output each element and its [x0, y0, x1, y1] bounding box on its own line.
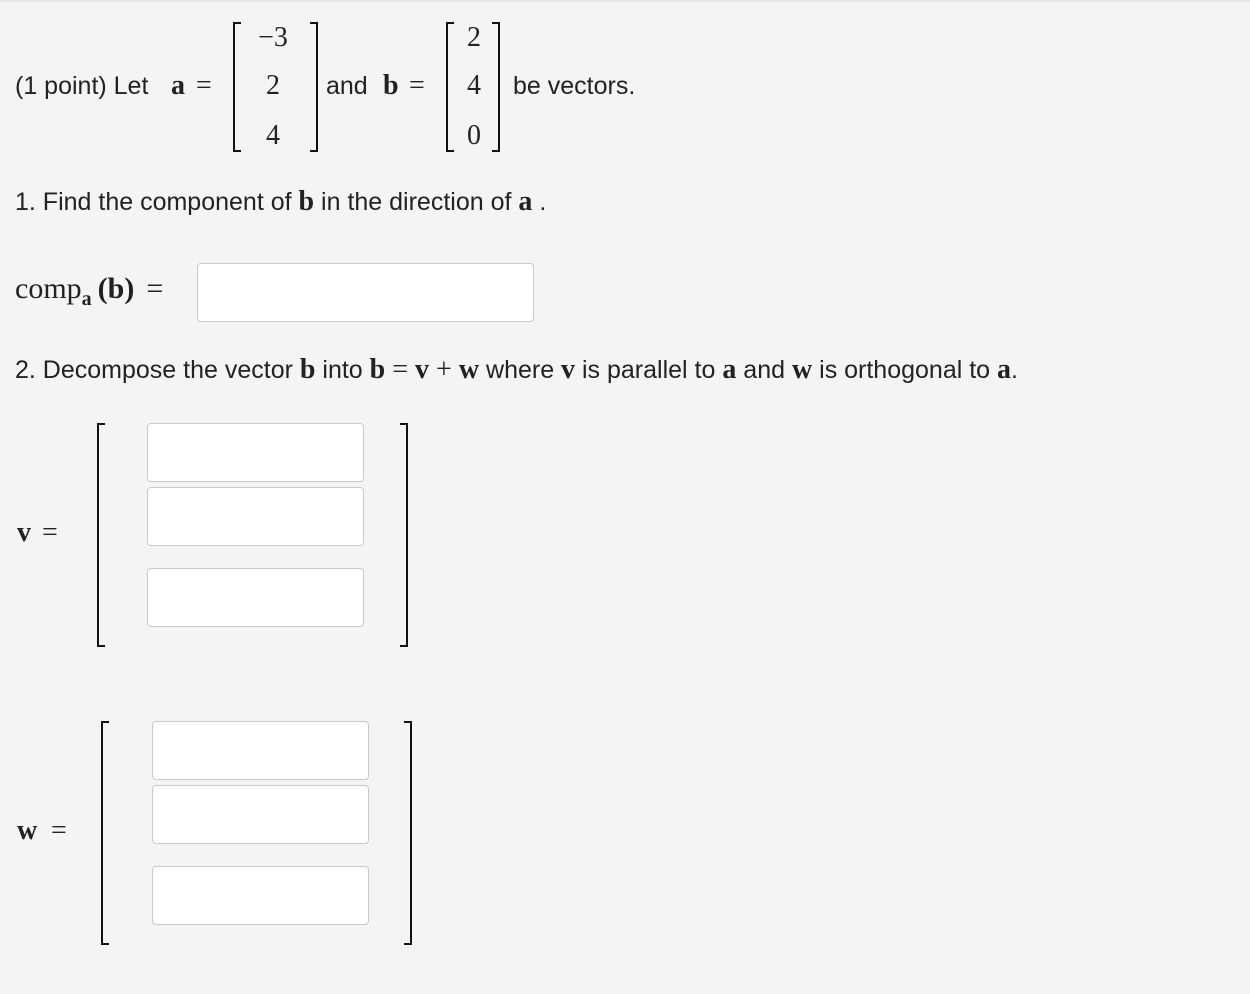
suffix-text: be vectors.: [513, 72, 636, 100]
right-bracket: [492, 22, 500, 152]
vector-v-label: v: [17, 517, 31, 548]
left-bracket: [101, 721, 109, 945]
vector-a-symbol: a: [997, 354, 1012, 385]
component-answer-input[interactable]: [198, 264, 533, 321]
part2-text: 2. Decompose the vector: [15, 356, 300, 384]
w-component-1-input[interactable]: [153, 722, 368, 779]
part2-text: is orthogonal to: [812, 356, 998, 384]
vector-w-label: w: [17, 815, 38, 846]
left-bracket: [233, 22, 241, 152]
comp-subscript: a: [81, 288, 92, 310]
right-bracket: [310, 22, 318, 152]
equals-sign: =: [42, 517, 58, 548]
comp-argument: (b): [97, 272, 135, 305]
vector-b-symbol: b: [383, 70, 399, 101]
vector-b-symbol: b: [298, 186, 315, 217]
v-component-2-field[interactable]: [147, 487, 364, 546]
w-component-3-field[interactable]: [152, 866, 369, 925]
equals-sign: =: [409, 70, 425, 101]
plus-sign: +: [429, 354, 459, 385]
part2-text: and: [736, 356, 792, 384]
w-component-1-field[interactable]: [152, 721, 369, 780]
part1-text: .: [532, 188, 547, 216]
equals-sign: =: [51, 815, 67, 846]
v-component-1-input[interactable]: [148, 424, 363, 481]
v-component-3-input[interactable]: [148, 569, 363, 626]
vector-w-symbol: w: [458, 354, 480, 385]
part2-question: [15, 354, 1018, 386]
part2-text: into: [315, 356, 370, 384]
component-answer-field[interactable]: [197, 263, 534, 322]
vector-b-symbol: b: [299, 354, 316, 385]
w-component-3-input[interactable]: [153, 867, 368, 924]
vector-b-entry: 2: [467, 22, 481, 53]
vector-a-entry: 2: [266, 70, 280, 101]
part1-text: in the direction of: [314, 188, 519, 216]
vector-b-entry: 4: [467, 70, 481, 101]
v-component-2-input[interactable]: [148, 488, 363, 545]
right-bracket: [400, 423, 408, 647]
vector-w-symbol: w: [791, 354, 813, 385]
part2-text: .: [1011, 356, 1018, 384]
vector-v-symbol: v: [415, 354, 430, 385]
part1-question: [15, 186, 546, 218]
vector-b-entry: 0: [467, 120, 481, 151]
vector-a-symbol: a: [518, 186, 533, 217]
part1-text: 1. Find the component of: [15, 188, 299, 216]
vector-v-symbol: v: [561, 354, 576, 385]
left-bracket: [97, 423, 105, 647]
vector-a-entry: −3: [258, 22, 288, 53]
equals-sign: =: [196, 70, 212, 101]
v-component-3-field[interactable]: [147, 568, 364, 627]
vector-a-symbol: a: [722, 354, 737, 385]
part2-text: where: [479, 356, 562, 384]
intro-prefix: (1 point) Let: [15, 72, 149, 100]
comp-label: [15, 272, 163, 311]
comp-text: comp: [15, 272, 82, 305]
w-component-2-input[interactable]: [153, 786, 368, 843]
right-bracket: [404, 721, 412, 945]
vector-b-symbol: b: [369, 354, 386, 385]
w-component-2-field[interactable]: [152, 785, 369, 844]
left-bracket: [446, 22, 454, 152]
and-text: and: [326, 72, 368, 100]
top-divider: [0, 0, 1250, 2]
v-component-1-field[interactable]: [147, 423, 364, 482]
equals-sign: =: [385, 354, 416, 385]
part2-text: is parallel to: [575, 356, 723, 384]
vector-a-entry: 4: [266, 120, 280, 151]
vector-a-symbol: a: [171, 70, 185, 101]
equals-sign: =: [146, 272, 164, 305]
